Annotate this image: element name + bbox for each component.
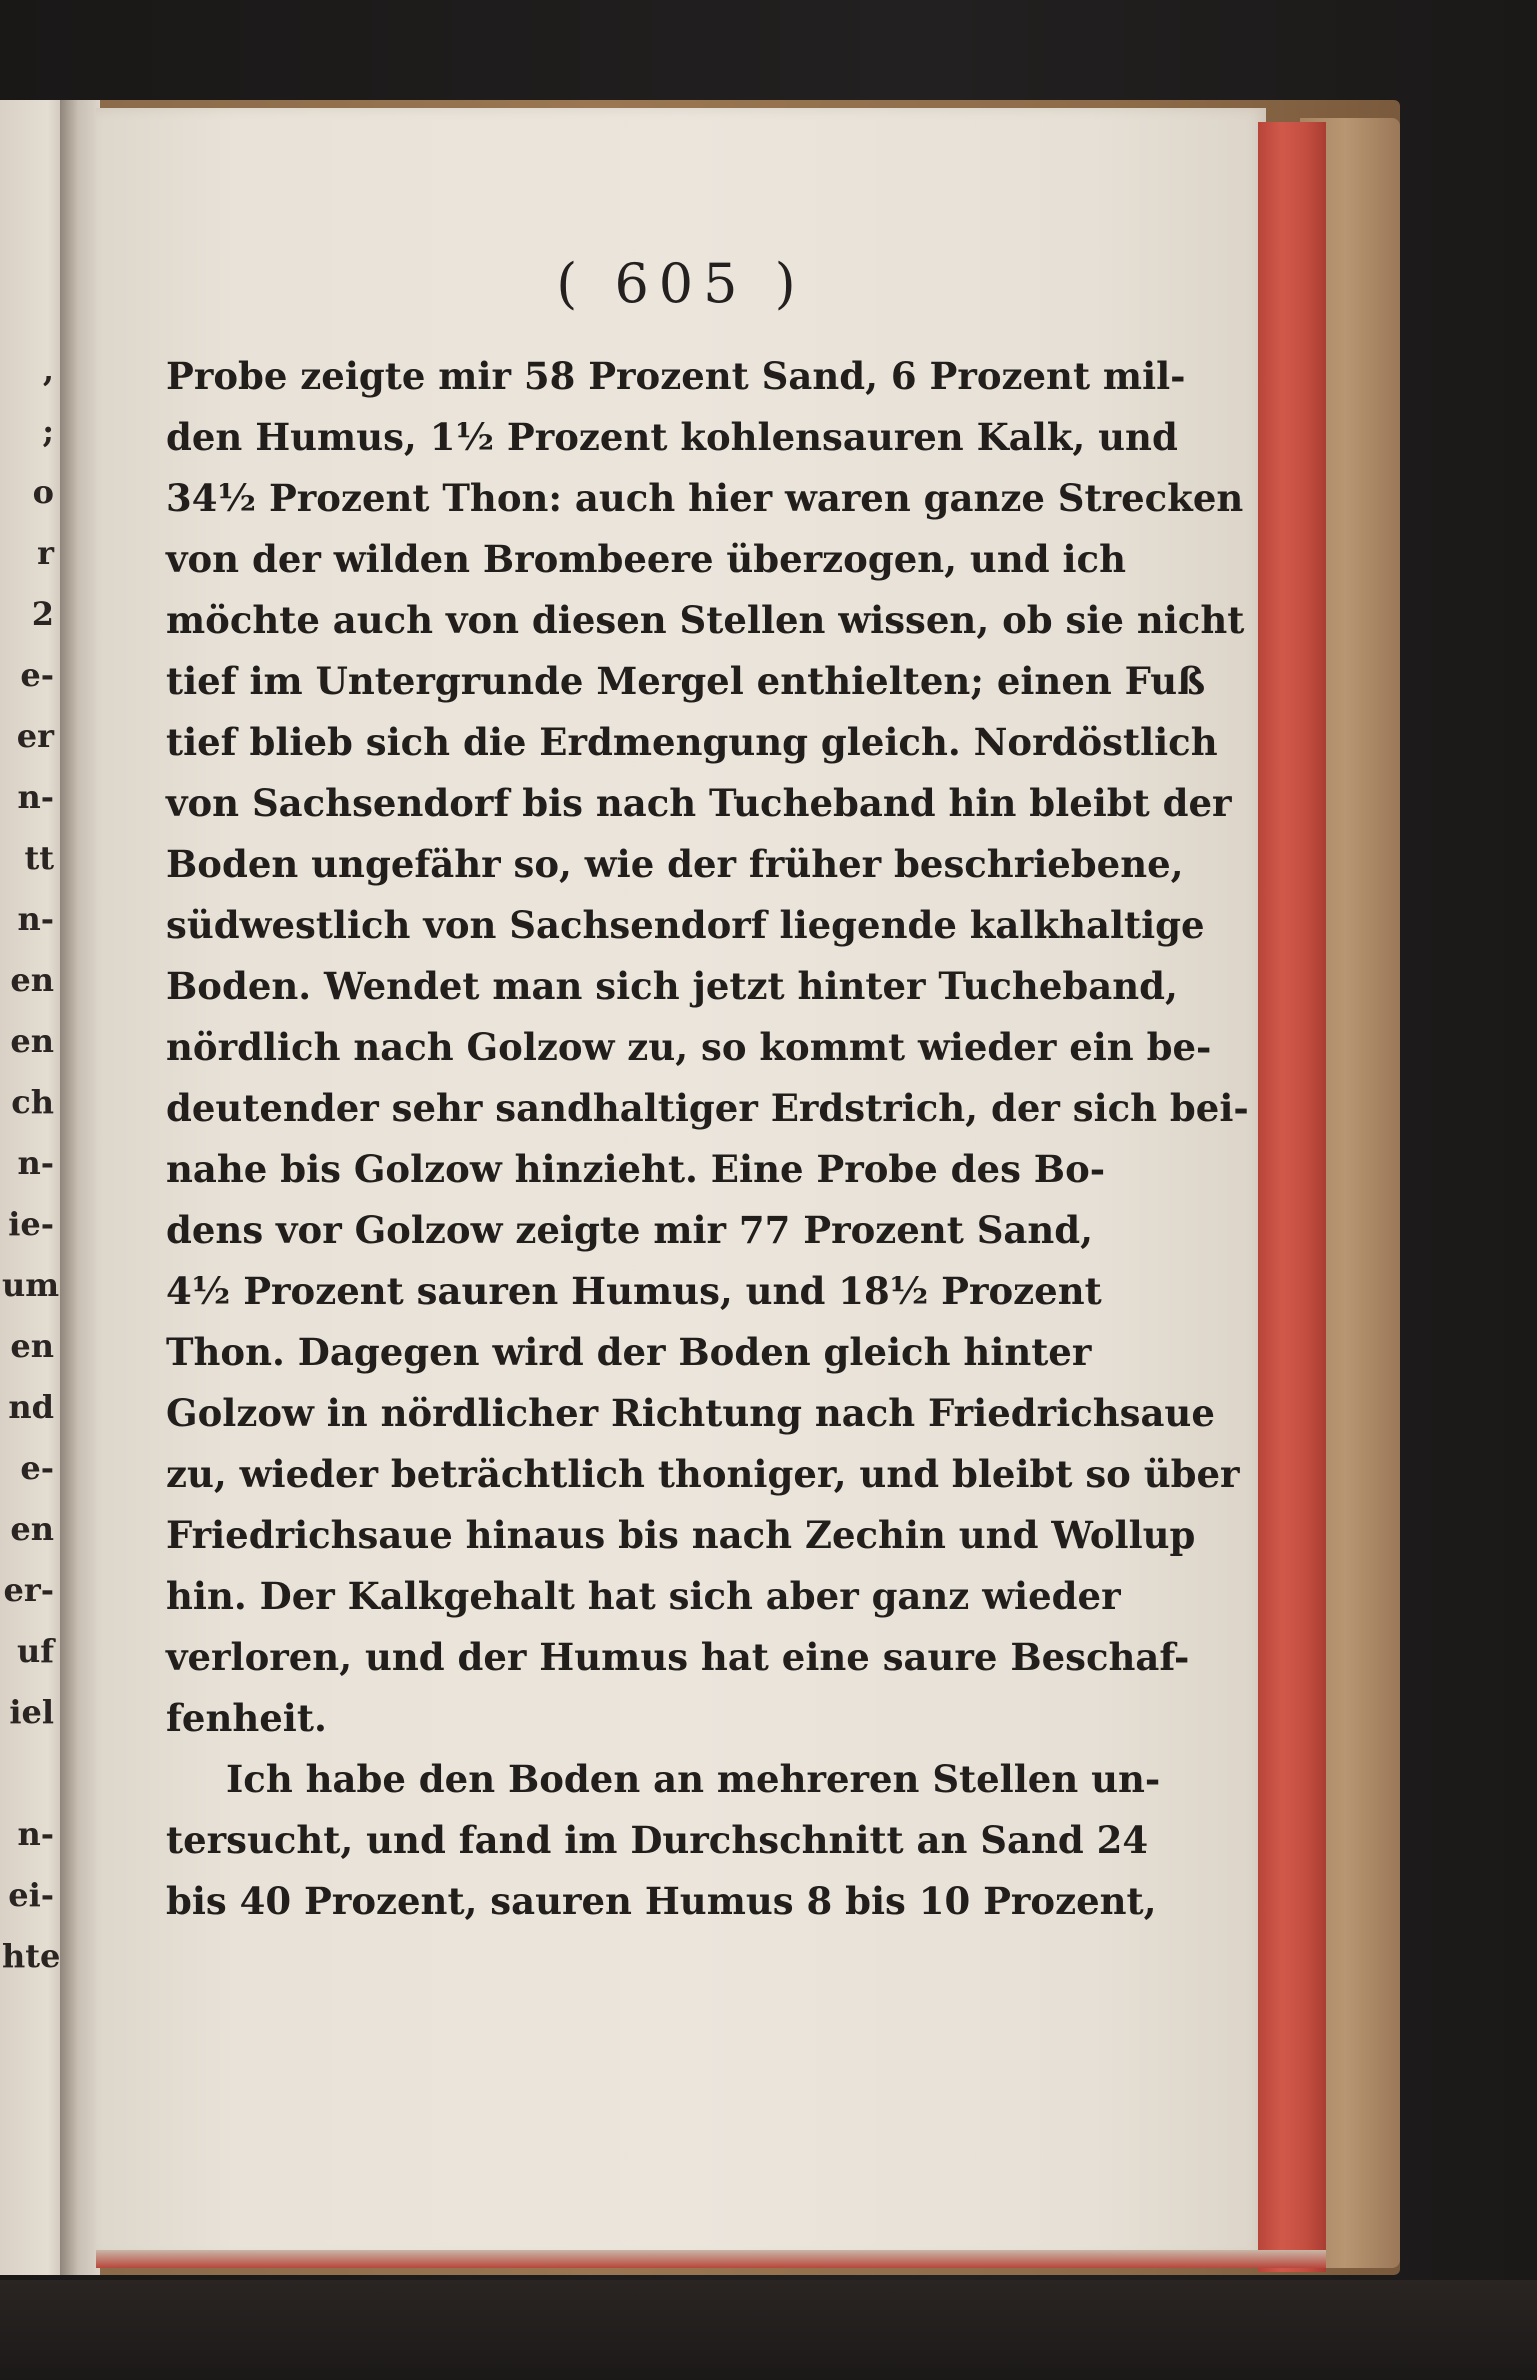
left-page-fragment: n-	[17, 1815, 54, 1853]
text-line: deutender sehr sandhaltiger Erdstrich, der sich bei-	[166, 1086, 1249, 1130]
left-page-text-fragments	[2, 340, 61, 1987]
left-page-fragment: e-	[20, 1449, 54, 1487]
left-page-fragment: um	[2, 1266, 60, 1304]
left-page-fragment: en	[10, 1022, 54, 1060]
left-page-fragment: er	[16, 717, 54, 755]
page-bottom-edge	[96, 2250, 1326, 2268]
left-page-fragment: nd	[8, 1388, 54, 1426]
text-line: hin. Der Kalkgehalt hat sich aber ganz wieder	[166, 1574, 1121, 1618]
left-page-fragment: o	[32, 473, 54, 511]
text-line: Golzow in nördlicher Richtung nach Friedrichsaue	[166, 1391, 1215, 1435]
left-page-fragment: en	[10, 1510, 54, 1548]
text-line: den Humus, 1½ Prozent kohlensauren Kalk, und	[166, 415, 1178, 459]
text-line: tief blieb sich die Erdmengung gleich. Nordöstlich	[166, 720, 1218, 764]
text-line: südwestlich von Sachsendorf liegende kalkhaltige	[166, 903, 1205, 947]
text-line: Thon. Dagegen wird der Boden gleich hinter	[166, 1330, 1092, 1374]
left-page-fragment: hte	[2, 1937, 61, 1975]
text-line: dens vor Golzow zeigte mir 77 Prozent Sand,	[166, 1208, 1094, 1252]
text-line: tersucht, und fand im Durchschnitt an Sand 24	[166, 1818, 1149, 1862]
table-surface	[0, 2280, 1537, 2380]
left-page-fragment: tt	[24, 839, 54, 877]
text-line: verloren, und der Humus hat eine saure Beschaf-	[166, 1635, 1190, 1679]
left-page-fragment: ch	[11, 1083, 54, 1121]
left-page-fragment: n-	[17, 900, 54, 938]
left-page-fragment: ei-	[8, 1876, 54, 1914]
text-line: 34½ Prozent Thon: auch hier waren ganze Strecken	[166, 476, 1244, 520]
left-page-fragment: n-	[17, 778, 54, 816]
red-page-edge	[1258, 122, 1326, 2272]
left-page-fragment: er-	[3, 1571, 54, 1609]
left-page-fragment: uf	[16, 1632, 54, 1670]
text-line: Boden ungefähr so, wie der früher beschriebene,	[166, 842, 1184, 886]
left-page-fragment: en	[10, 1327, 54, 1365]
text-line: möchte auch von diesen Stellen wissen, ob sie nicht	[166, 598, 1245, 642]
left-page-fragment: ;	[42, 412, 54, 450]
left-page-fragment: e-	[20, 656, 54, 694]
left-page-fragment: n-	[17, 1144, 54, 1182]
left-page-fragment: ie-	[8, 1205, 54, 1243]
text-line: Ich habe den Boden an mehreren Stellen un-	[226, 1757, 1161, 1801]
left-page-fragment: en	[10, 961, 54, 999]
text-line: Friedrichsaue hinaus bis nach Zechin und Wollup	[166, 1513, 1196, 1557]
left-page-fragment: ,	[42, 351, 54, 389]
text-line: Probe zeigte mir 58 Prozent Sand, 6 Prozent mil-	[166, 354, 1186, 398]
text-line: nördlich nach Golzow zu, so kommt wieder ein be-	[166, 1025, 1212, 1069]
left-page-fragment: iel	[9, 1693, 54, 1731]
text-line: zu, wieder beträchtlich thoniger, und bleibt so über	[166, 1452, 1240, 1496]
text-line: 4½ Prozent sauren Humus, und 18½ Prozent	[166, 1269, 1102, 1313]
text-line: fenheit.	[166, 1696, 327, 1740]
text-line: bis 40 Prozent, sauren Humus 8 bis 10 Prozent,	[166, 1879, 1157, 1923]
text-line: von Sachsendorf bis nach Tucheband hin bleibt der	[166, 781, 1232, 825]
text-line: von der wilden Brombeere überzogen, und ich	[166, 537, 1126, 581]
page-body-text	[166, 346, 1249, 1932]
page-number: ( 605 )	[556, 252, 806, 315]
text-line: Boden. Wendet man sich jetzt hinter Tucheband,	[166, 964, 1178, 1008]
book-gutter	[60, 100, 100, 2275]
text-line: nahe bis Golzow hinzieht. Eine Probe des Bo-	[166, 1147, 1106, 1191]
left-page-fragment: 2	[31, 595, 54, 633]
left-page-fragment	[2, 1743, 54, 1804]
text-line: tief im Untergrunde Mergel enthielten; einen Fuß	[166, 659, 1206, 703]
left-page-fragment: r	[37, 534, 54, 572]
